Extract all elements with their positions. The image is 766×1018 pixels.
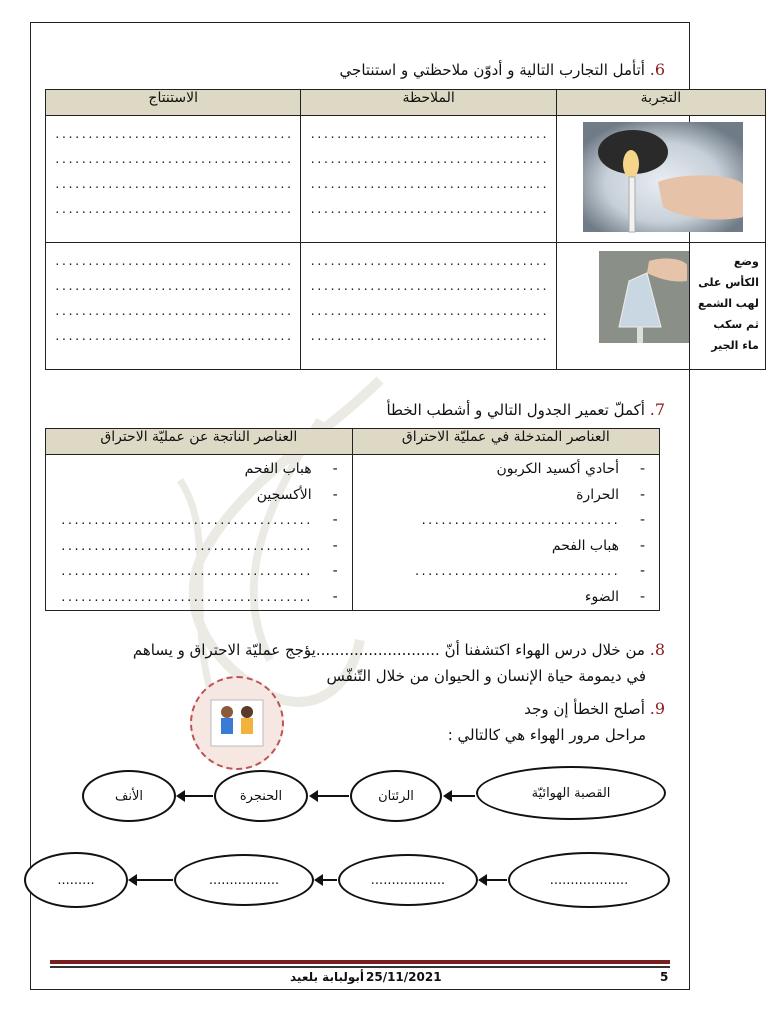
flow-nose: الأنف	[82, 770, 176, 822]
q8-number: 8.	[649, 640, 665, 659]
q6-row2-label: وضع الكأس على لهب الشمع ثم سكب ماء الجير	[697, 255, 759, 352]
q6-row1-conclusion: .................................... .................................... .................................... ....................................	[46, 116, 301, 243]
q6-header-experiment: التجربة	[556, 90, 765, 116]
q7-outputs-list	[46, 455, 353, 611]
footer-date: 25/11/2021	[366, 970, 442, 984]
kids-illustration	[190, 676, 284, 770]
q6-row1-image-cell	[556, 116, 765, 243]
footer-rule	[50, 960, 670, 964]
q8-line2: في ديمومة حياة الإنسان و الحيوان من خلال التّنفّس	[326, 667, 646, 685]
q6-header-observation: الملاحظة	[301, 90, 556, 116]
q7-input-item: - ..............................	[420, 512, 645, 528]
q7-output-item: - هباب الفحم	[244, 461, 338, 477]
q9-number: 9.	[649, 699, 665, 718]
arrow-icon	[130, 879, 173, 881]
q6-header-conclusion: الاستنتاج	[46, 90, 301, 116]
q8-line1	[133, 640, 665, 659]
q7-output-item: - ......................................	[60, 537, 338, 554]
flow-blank-2: ..................	[338, 854, 478, 906]
flow-blank-1: ...................	[508, 852, 670, 908]
q6-table	[45, 89, 766, 370]
q6-number: 6.	[649, 60, 665, 79]
q6-row2-observation: .................................... .................................... .................................... ....................................	[301, 243, 556, 370]
q7-output-item: - ......................................	[60, 563, 338, 579]
flow-larynx: الحنجرة	[214, 770, 308, 822]
q6-row2-conclusion: .................................... .................................... .................................... ....................................	[46, 243, 301, 370]
q7-number: 7.	[649, 400, 665, 419]
page-number: 5	[660, 970, 669, 984]
q7-input-item: - الحرارة	[576, 486, 645, 503]
q9-line2: مراحل مرور الهواء هي كالتالي :	[447, 726, 646, 744]
arrow-icon	[178, 795, 213, 797]
q6-title-text: أتأمل التجارب التالية و أدوّن ملاحظتي و استنتاجي	[339, 61, 645, 79]
q6-title	[340, 60, 665, 79]
q7-title	[386, 400, 665, 419]
arrow-icon	[311, 795, 349, 797]
lime-water-glass-image	[599, 251, 689, 343]
flow-blank-4: .........	[24, 852, 128, 908]
q7-input-item: - ...............................	[413, 563, 645, 579]
arrow-icon	[480, 879, 507, 881]
footer-rule	[50, 966, 670, 968]
q7-output-item: - الأكسجين	[256, 486, 338, 503]
q7-title-text: أكملّ تعمير الجدول التالي و أشطب الخطأ	[386, 401, 645, 419]
q9-line1-text: أصلح الخطأ إن وجد	[524, 700, 645, 718]
q7-input-item: - أحادي أكسيد الكربون	[496, 461, 645, 477]
flow-lungs: الرئتان	[350, 770, 442, 822]
flow-blank-3: .................	[174, 854, 314, 906]
q9-line1	[524, 699, 665, 718]
children-icon	[209, 698, 265, 748]
arrow-icon	[445, 795, 475, 797]
q7-table	[45, 428, 660, 611]
candle-in-glass-image	[563, 122, 759, 232]
q7-header-outputs: العناصر الناتجة عن عمليّة الاحتراق	[46, 429, 353, 455]
q6-row1-observation: .................................... .................................... .................................... ....................................	[301, 116, 556, 243]
q6-row2-image-cell	[556, 243, 765, 370]
flow-trachea: القصبة الهوائيّة	[476, 766, 666, 820]
q7-inputs-list	[352, 455, 659, 611]
q7-output-item: - ......................................	[60, 512, 338, 528]
q7-header-inputs: العناصر المتدخلة في عمليّة الاحتراق	[352, 429, 659, 455]
q7-input-item: - هباب الفحم	[551, 537, 645, 554]
q7-output-item: - ......................................	[60, 588, 338, 605]
arrow-icon	[316, 879, 337, 881]
footer-author: أبولبابة بلعيد	[290, 970, 365, 984]
q7-input-item: - الضوء	[584, 588, 645, 605]
q8-line1-text: من خلال درس الهواء اكتشفنا أنّ ..........................يؤجج عمليّة الاحتراق و يساهم	[132, 641, 645, 659]
